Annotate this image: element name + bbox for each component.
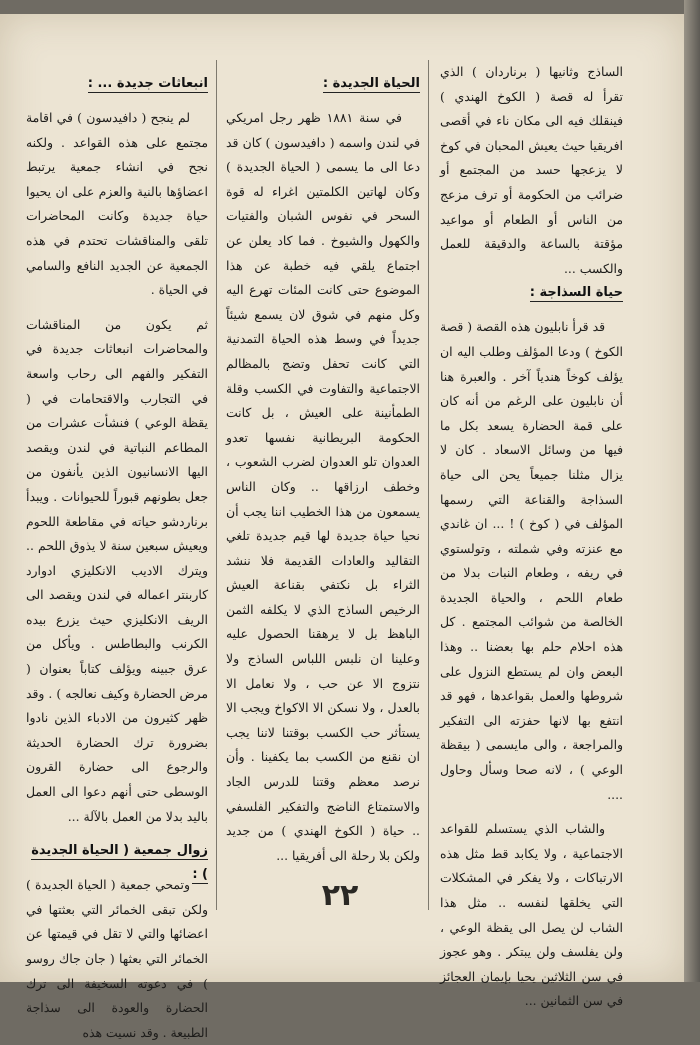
paragraph: وتمحي جمعية ( الحياة الجديدة ) ولكن تبقى الخمائر التي بعثتها في اعضائها والتي لا تقل في قيمتها عن الخمائر التي بعثها ( جان جاك روسو ) في دعوته السخيفة الى ترك الحضارة والعودة الى سذاجة الطبيعة . وقد نسيت هذه bbox=[26, 877, 208, 1040]
column-divider bbox=[428, 60, 429, 910]
column-middle bbox=[226, 72, 420, 868]
paragraph: في سنة ١٨٨١ ظهر رجل امريكي في لندن واسمه ( دافيدسون ) كان قد دعا الى ما يسمى ( الحياة الجديدة ) وكان لهاتين الكلمتين اغراء له قوة السحر في نفوس الشبان والفتيات والكهول والشيوخ . فما كاد يعلن عن اجتماع يلقي فيه خطبة عن هذا الموضوع حتى كانت المئات تهرع اليه وكل منهم في شوق لان يسمع شيئاً جديداً في وسط هذه الحياة التمدنية التي كانت تحفل وتضج بالمظالم الاجتماعية والتفاوت في الكسب وقلة الطمأنينة على العيش ، بل كانت الحكومة البريطانية نفسها تعدو العدوان تلو العدوان لضرب الشعوب ، وخطف ارزاقها .. وكان الناس يسمعون من هذا الخطيب اننا يجب أن نحيا حياة جديدة لها قيم جديدة تلغي التقاليد والعادات القديمة فلا ننشد الثراء بل نكتفي بقناعة العيش الرخيص الساذج الذي لا يكلفه الثمن الباهظ بل لا يرهقنا الحصول عليه وعلينا ان نلبس اللباس الساذج ولا نتزوج الا عن حب ، ولا نعامل الا بالعدل ، ولا نسكن الا الاكواخ ويجب الا يستأثر حب الكسب بوقتنا لاننا يجب ان نقنع من الكسب بما يكفينا . وأن نرصد معظم وقتنا للدرس الجاد والاستمتاع الناضج والتفكير الفلسفي .. حياة ( الكوخ الهندي ) من جديد ولكن بلا رحلة الى أفريقيا ... bbox=[226, 110, 420, 863]
column-right bbox=[440, 60, 623, 1014]
section-heading: زوال جمعية ( الحياة الجديدة ) : bbox=[31, 843, 208, 883]
paragraph: قد قرأ نابليون هذه القصة ( قصة الكوخ ) ودعا المؤلف وطلب اليه ان يؤلف كوخاً هندياً آخر . والعبرة هنا أن نابليون على الرغم من أنه كان على قمة الحضارة يسعد بكل ما فيها من وسائل الاسعاد . كان لا يزال مثلنا جميعاً يحن الى حياة السذاجة والقناعة التي رسمها المؤلف في ( كوخ ) ! ... ان غاندي مع عنزته وفي شملته ، وتولستوي في ريفه ، وطعام النبات بدلا من طعام اللحم ، والحياة الجديدة الخالصة من شوائب المجتمع . كل هذه احلام حلم بها بعضنا .. وهذا البعض وان لم يستطع النزول على شروطها والعمل بقواعدها ، فهو قد انتفع بها لانها حفزته الى التفكير والمراجعة ، والى مايسمى ( بيقظة الوعي ) ، لانه صحا وسأل وحاول .... bbox=[440, 319, 623, 802]
paragraph: والشاب الذي يستسلم للقواعد الاجتماعية ، ولا يكابد قط مثل هذه الارتباكات ، ولا يفكر في المشكلات التي يخلقها لنفسه .. مثل هذا الشاب لن يصل الى يقظة الوعي ، ولن يفلسف ولن يبتكر . وهو عجوز في سن الثلاثين يحيا بإيمان العجائز في سن الثمانين ... bbox=[440, 821, 623, 1009]
page-edge bbox=[684, 0, 700, 982]
section-heading: الحياة الجديدة : bbox=[322, 76, 420, 91]
page-number: ٢٢ bbox=[321, 878, 359, 913]
paragraph: ثم يكون من المناقشات والمحاضرات انبعاثات جديدة في التفكير والفهم الى رحاب واسعة في التجارب والاقتحامات في ( يقظة الوعي ) فنشأت عشرات من المطاعم النباتية في لندن ويقصد اليها الانسانيون الذين يأنفون من جعل بطونهم قبوراً للحيوانات . ويبدأ برناردشو حياته في مقاطعة اللحوم ويعيش سبعين سنة لا يذوق اللحم .. ويترك الاديب الانكليزي ادوارد كاربنتر اعماله في لندن ويقصد الى الريف الانكليزي حيث يزرع بيده الكرنب والبطاطس . ويأكل من عرق جبينه ويؤلف كتاباً بعنوان ( مرض الحضارة وكيف نعالجه ) . وقد ظهر كثيرون من الادباء الذين نادوا بضرورة ترك الحضارة الحديثة والرجوع الى حضارة القرون الوسطى حتى أنهم دعوا الى العمل باليد بدلا من العمل بالآلة ... bbox=[26, 316, 208, 824]
section-heading: انبعاثات جديدة ... : bbox=[87, 76, 208, 91]
column-left bbox=[26, 72, 208, 1045]
paragraph: الساذج وثانيها ( برناردان ) الذي تقرأ له قصة ( الكوخ الهندي ) فينقلك فيه الى مكان ناء في أقصى افريقيا حيث يعيش المحبان في كوخ لا يزعجها حسد من المجتمع أو ضرائب من الحكومة أو ترف مزعج من الناس أو الطعام أو مواعيد مؤقتة بالساعة والدقيقة للعمل والكسب ... bbox=[440, 64, 623, 276]
column-divider bbox=[216, 60, 217, 910]
section-heading: حياة السذاجة : bbox=[529, 285, 623, 301]
paragraph: لم ينجح ( دافيدسون ) في اقامة مجتمع على هذه القواعد . ولكنه نجح في انشاء جمعية يرتبط اعضاؤها بالنية والعزم على ان يحيوا حياة جديدة وكانت المحاضرات تلقى والمناقشات تحتدم في هذه الجمعية عن الجديد النافع والسامي في الحياة . bbox=[26, 110, 208, 298]
